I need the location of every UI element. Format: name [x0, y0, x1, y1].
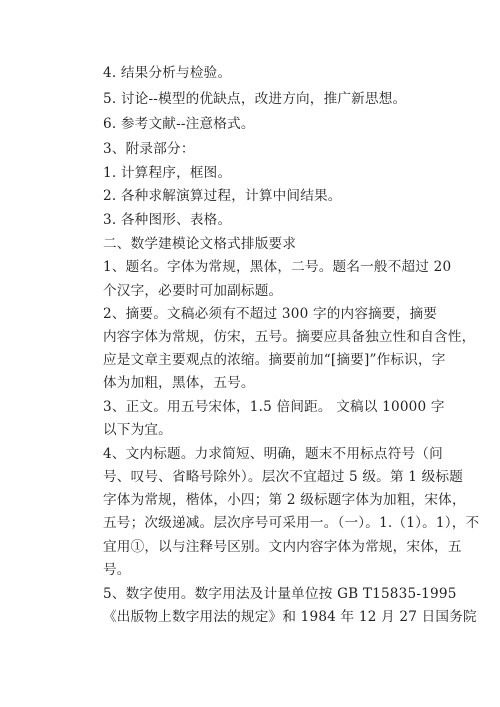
text-line: 字体为常规，楷体，小四；第 2 级标题字体为加粗，宋体，	[103, 492, 466, 508]
section-heading: 二、数学建模论文格式排版要求	[103, 236, 297, 252]
text-line: 宜用①，以与注释号区别。文内内容字体为常规，宋体，五	[103, 539, 462, 555]
text-line: 2. 各种求解演算过程，计算中间结果。	[103, 188, 342, 204]
text-line: 应是文章主要观点的浓缩。摘要前加“[摘要]”作标识，字	[103, 352, 446, 368]
text-line: 1、题名。字体为常规，黑体，二号。题名一般不超过 20	[103, 259, 452, 275]
text-line: 五号；次级递减。层次序号可采用一。（一）。1.（1）。1），不	[103, 515, 480, 531]
text-line: 6. 参考文献--注意格式。	[103, 116, 255, 132]
text-line: 3、附录部分：	[103, 141, 195, 157]
text-line: 《出版物上数字用法的规定》和 1984 年 12 月 27 日国务院	[103, 609, 477, 625]
text-line: 内容字体为常规，仿宋，五号。摘要应具备独立性和自含性，	[103, 329, 476, 345]
text-line: 体为加粗，黑体，五号。	[103, 375, 255, 391]
text-line: 4、文内标题。力求简短、明确，题末不用标点符号（问	[103, 446, 443, 462]
text-line: 3、正文。用五号宋体，1.5 倍间距。 文稿以 10000 字	[103, 399, 445, 415]
text-line: 3. 各种图形、表格。	[103, 212, 232, 228]
text-line: 5、数字使用。数字用法及计量单位按 GB T15835-1995	[103, 586, 457, 602]
text-line: 2、摘要。文稿必须有不超过 300 字的内容摘要，摘要	[103, 306, 438, 322]
text-line: 以下为宜。	[103, 422, 172, 438]
text-line: 号、叹号、省略号除外）。层次不宜超过 5 级。第 1 级标题	[103, 469, 464, 485]
text-line: 1. 计算程序，框图。	[103, 165, 232, 181]
text-line: 4. 结果分析与检验。	[103, 65, 232, 81]
text-line: 个汉字，必要时可加副标题。	[103, 283, 283, 299]
text-line: 号。	[103, 562, 131, 578]
text-line: 5. 讨论--模型的优缺点，改进方向，推广新思想。	[103, 91, 407, 107]
